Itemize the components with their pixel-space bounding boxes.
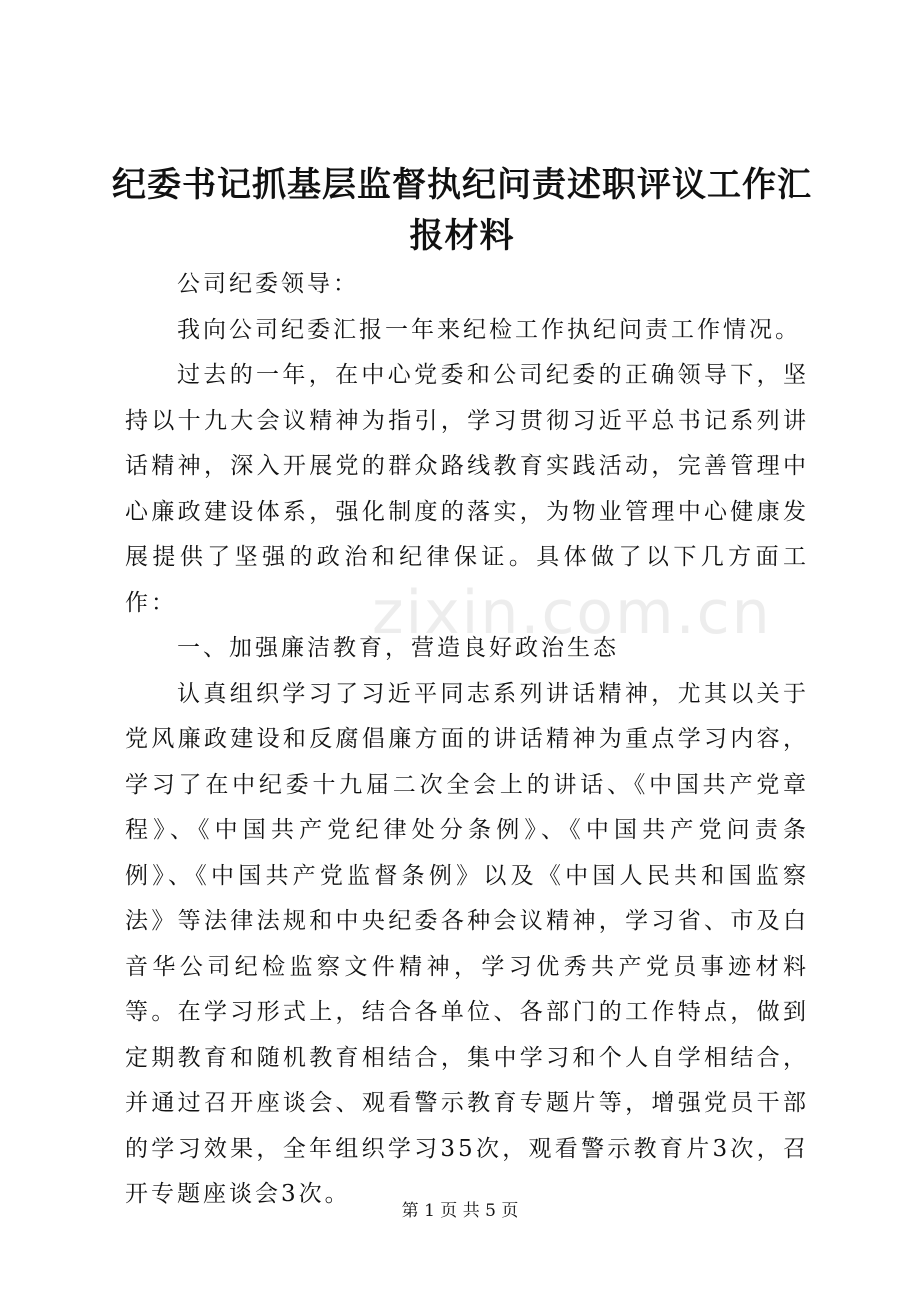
page-footer: 第 1 页 共 5 页 (401, 1201, 519, 1221)
education-paragraph: 认真组织学习了习近平同志系列讲话精神，尤其以关于党风廉政建设和反腐倡廉方面的讲话精神为重点学习内容，学习了在中纪委十九届二次全会上的讲话、《中国共产党章程》、《中国共产党纪律处分条例》、《中国共产党问责条例》、《中国共产党监督条例》以及《中国人民共和国监察法》等法律法规和中央纪委各种会议精神，学习省、市及白音华公司纪检监察文件精神，学习优秀共产党员事迹材料等。在学习形式上，结合各单位、各部门的工作特点，做到定期教育和随机教育相结合，集中学习和个人自学相结合，并通过召开座谈会、观看警示教育专题片等，增强党员干部的学习效果，全年组织学习35次，观看警示教育片3次，召开专题座谈会3次。 (125, 680, 809, 1207)
salutation-paragraph: 公司纪委领导： (177, 271, 359, 297)
section-heading: 一、加强廉洁教育，营造良好政治生态 (177, 635, 619, 661)
summary-paragraph: 过去的一年，在中心党委和公司纪委的正确领导下，坚持以十九大会议精神为指引，学习贯彻习近平总书记系列讲话精神，深入开展党的群众路线教育实践活动，完善管理中心廉政建设体系，强化制度的落实，为物业管理中心健康发展提供了坚强的政治和纪律保证。具体做了以下几方面工作： (125, 362, 809, 616)
document-title: 纪委书记抓基层监督执纪问责述职评议工作汇报材料 (112, 165, 812, 256)
document-body (125, 262, 809, 1218)
watermark-logo: zixin.com.cn (372, 578, 772, 648)
intro-paragraph: 我向公司纪委汇报一年来纪检工作执纪问责工作情况。 (177, 316, 801, 343)
